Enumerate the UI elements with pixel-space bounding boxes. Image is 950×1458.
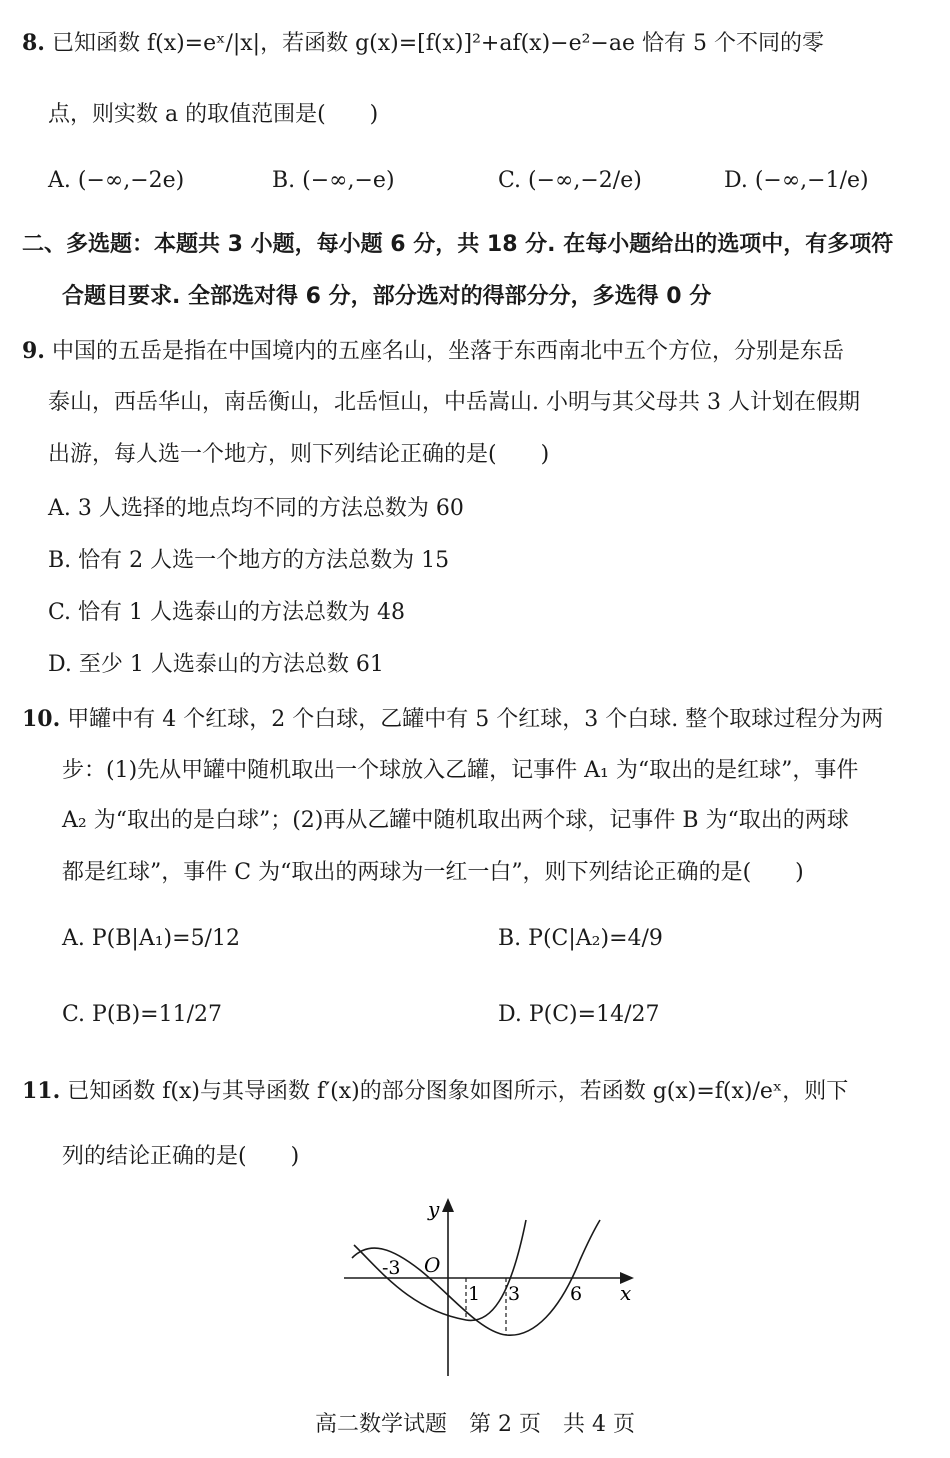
q8-number: 8. bbox=[22, 30, 45, 56]
q8-option-a: A. (−∞,−2e) bbox=[48, 168, 185, 193]
q8-option-d: D. (−∞,−1/e) bbox=[724, 168, 869, 193]
section2-title: 二、多选题：本题共 3 小题，每小题 6 分，共 18 分. 在每小题给出的选项中，有多项符 bbox=[22, 232, 894, 257]
q10-line1 bbox=[22, 704, 883, 735]
q11-number: 11. bbox=[22, 1078, 61, 1104]
q11-stem-1: 已知函数 f(x)与其导函数 f′(x)的部分图象如图所示，若函数 g(x)=f(x)/eˣ，则下 bbox=[67, 1079, 849, 1104]
q9-option-c: C. 恰有 1 人选泰山的方法总数为 48 bbox=[48, 600, 406, 625]
q10-line4: 都是红球”，事件 C 为“取出的两球为一红一白”，则下列结论正确的是( ) bbox=[62, 860, 804, 885]
q9-number: 9. bbox=[22, 338, 45, 364]
q11-line2: 列的结论正确的是( ) bbox=[62, 1144, 300, 1169]
q8-line1 bbox=[22, 28, 824, 59]
y-axis-label: y bbox=[428, 1197, 440, 1221]
y-axis-arrow bbox=[442, 1198, 454, 1212]
q10-line2: 步：(1)先从甲罐中随机取出一个球放入乙罐，记事件 A₁ 为“取出的是红球”，事件 bbox=[62, 758, 859, 783]
q10-option-d: D. P(C)=14/27 bbox=[498, 1002, 660, 1027]
q10-option-b: B. P(C|A₂)=4/9 bbox=[498, 926, 663, 951]
tick-label-6: 6 bbox=[570, 1283, 583, 1305]
q8-stem-1: 已知函数 f(x)=eˣ/|x|，若函数 g(x)=[f(x)]²+af(x)−e²−ae 恰有 5 个不同的零 bbox=[51, 31, 824, 56]
q10-number: 10. bbox=[22, 706, 61, 732]
x-axis-label: x bbox=[620, 1281, 632, 1305]
origin-label: O bbox=[424, 1253, 441, 1277]
q9-line1 bbox=[22, 336, 844, 367]
q9-option-a: A. 3 人选择的地点均不同的方法总数为 60 bbox=[48, 496, 464, 521]
q9-option-d: D. 至少 1 人选泰山的方法总数 61 bbox=[48, 652, 384, 677]
q10-stem-1: 甲罐中有 4 个红球，2 个白球，乙罐中有 5 个红球，3 个白球. 整个取球过程分为两 bbox=[67, 707, 884, 732]
tick-label-3: 3 bbox=[508, 1283, 521, 1305]
q9-stem-1: 中国的五岳是指在中国境内的五座名山，坐落于东西南北中五个方位，分别是东岳 bbox=[51, 339, 844, 364]
q9-line2: 泰山，西岳华山，南岳衡山，北岳恒山，中岳嵩山. 小明与其父母共 3 人计划在假期 bbox=[48, 390, 860, 415]
q10-option-a: A. P(B|A₁)=5/12 bbox=[62, 926, 240, 951]
q8-line2: 点，则实数 a 的取值范围是( ) bbox=[48, 102, 379, 127]
section2-instructions: 合题目要求. 全部选对得 6 分，部分选对的得部分分，多选得 0 分 bbox=[62, 284, 712, 309]
q9-line3: 出游，每人选一个地方，则下列结论正确的是( ) bbox=[48, 442, 550, 467]
page-footer: 高二数学试题 第 2 页 共 4 页 bbox=[315, 1412, 635, 1437]
tick-label-1: 1 bbox=[468, 1283, 481, 1305]
function-graph-figure bbox=[330, 1190, 650, 1380]
tick-label-neg3: -3 bbox=[382, 1257, 401, 1279]
q10-line3: A₂ 为“取出的是白球”；(2)再从乙罐中随机取出两个球，记事件 B 为“取出的两球 bbox=[62, 808, 849, 833]
q8-option-c: C. (−∞,−2/e) bbox=[498, 168, 642, 193]
q9-option-b: B. 恰有 2 人选一个地方的方法总数为 15 bbox=[48, 548, 450, 573]
q10-option-c: C. P(B)=11/27 bbox=[62, 1002, 223, 1027]
q11-line1 bbox=[22, 1076, 848, 1107]
q8-option-b: B. (−∞,−e) bbox=[272, 168, 395, 193]
